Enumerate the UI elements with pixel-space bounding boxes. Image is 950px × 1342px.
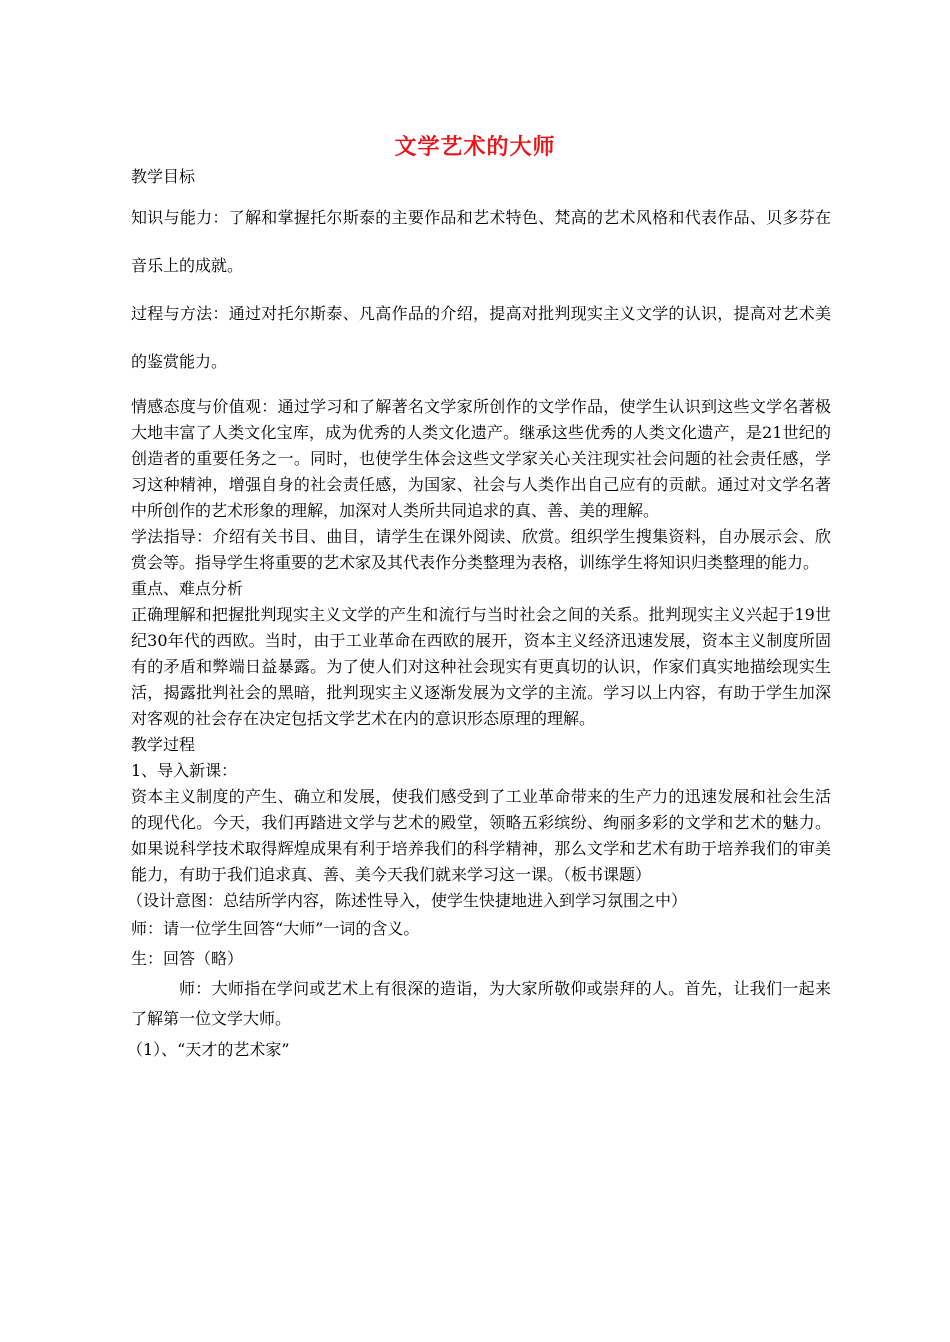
paragraph-process: 过程与方法：通过对托尔斯泰、凡高作品的介绍，提高对批判现实主义文学的认识，提高对艺术美的鉴赏能力。 [131, 304, 831, 371]
paragraph-key-points: 正确理解和把握批判现实主义文学的产生和流行与当时社会之间的关系。批判现实主义兴起于19世纪30年代的西欧。当时，由于工业革命在西欧的展开，资本主义经济迅速发展，资本主义制度所固有的矛盾和弊端日益暴露。为了使人们对这种社会现实有更真切的认识，作家们真实地描绘现实生活，揭露批判社会的黑暗，批判现实主义逐渐发展为文学的主流。学习以上内容，有助于学生加深对客观的社会存在决定包括文学艺术在内的意识形态原理的理解。 [131, 605, 831, 728]
section-heading-objectives: 教学目标 [131, 167, 196, 186]
paragraph-study-guide: 学法指导：介绍有关书目、曲目，请学生在课外阅读、欣赏。组织学生搜集资料，自办展示会、欣赏会等。指导学生将重要的艺术家及其代表作分类整理为表格，训练学生将知识归类整理的能力。 [131, 527, 831, 572]
paragraph-emotion: 情感态度与价值观：通过学习和了解著名文学家所创作的文学作品，使学生认识到这些文学名著极大地丰富了人类文化宝库，成为优秀的人类文化遗产。继承这些优秀的人类文化遗产，是21世纪的创造者的重要任务之一。同时，也使学生体会这些文学家关心关注现实社会问题的社会责任感，学习这种精神，增强自身的社会责任感，为国家、社会与人类作出自己应有的贡献。通过对文学名著中所创作的艺术形象的理解，加深对人类所共同追求的真、善、美的理解。 [131, 397, 831, 520]
paragraph-intro: 资本主义制度的产生、确立和发展，使我们感受到了工业革命带来的生产力的迅速发展和社会生活的现代化。今天，我们再踏进文学与艺术的殿堂，领略五彩缤纷、绚丽多彩的文学和艺术的魅力。如果说科学技术取得辉煌成果有利于培养我们的科学精神，那么文学和艺术有助于培养我们的审美能力，有助于我们追求真、善、美今天我们就来学习这一课。（板书课题） [131, 787, 831, 884]
paragraph-knowledge: 知识与能力：了解和掌握托尔斯泰的主要作品和艺术特色、梵高的艺术风格和代表作品、贝多芬在音乐上的成就。 [131, 208, 831, 275]
document-body [127, 164, 831, 1066]
paragraph-student-answer: 生：回答（略） [131, 949, 244, 968]
section-heading-process: 教学过程 [131, 735, 196, 754]
section-heading-key-points: 重点、难点分析 [131, 579, 244, 598]
paragraph-design-intent: （设计意图：总结所学内容，陈述性导入，使学生快捷地进入到学习氛围之中） [127, 891, 688, 910]
subheading-intro: 1、导入新课： [131, 761, 238, 780]
subheading-genius-artist: （1）、“天才的艺术家” [127, 1040, 290, 1059]
paragraph-teacher-question: 师：请一位学生回答“大师”一词的含义。 [131, 919, 420, 938]
document-title: 文学艺术的大师 [394, 135, 556, 160]
paragraph-teacher-explanation: 师：大师指在学问或艺术上有很深的造诣，为大家所敬仰或崇拜的人。首先，让我们一起来了解第一位文学大师。 [131, 979, 831, 1028]
